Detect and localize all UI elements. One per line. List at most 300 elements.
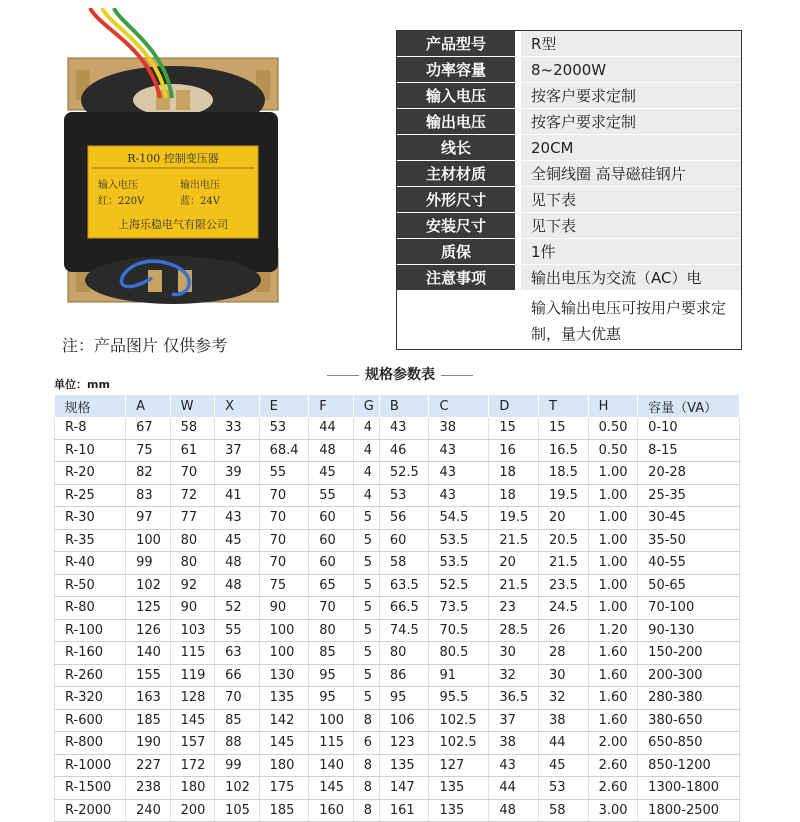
unit-label: 单位：mm bbox=[54, 378, 110, 391]
table-cell: 25-35 bbox=[638, 484, 740, 507]
table-cell: 53 bbox=[379, 484, 429, 507]
table-cell: 52 bbox=[215, 597, 259, 620]
nameplate-input-label: 输入电压 bbox=[98, 180, 138, 191]
table-cell: R-160 bbox=[55, 642, 126, 665]
table-cell: 92 bbox=[170, 574, 214, 597]
table-cell: 91 bbox=[429, 664, 489, 687]
table-cell: 8-15 bbox=[638, 439, 740, 462]
table-row bbox=[55, 574, 740, 597]
spec-key: 产品型号 bbox=[397, 31, 515, 56]
table-cell: 86 bbox=[379, 664, 429, 687]
table-cell: 5 bbox=[353, 529, 379, 552]
table-cell: 128 bbox=[170, 687, 214, 710]
table-cell: 23 bbox=[489, 597, 539, 620]
table-cell: 43 bbox=[429, 439, 489, 462]
table-row bbox=[55, 552, 740, 575]
table-cell: 150-200 bbox=[638, 642, 740, 665]
table-cell: 8 bbox=[353, 777, 379, 800]
table-cell: 102.5 bbox=[429, 709, 489, 732]
table-cell: 95 bbox=[379, 687, 429, 710]
table-cell: 44 bbox=[538, 732, 588, 755]
table-cell: 15 bbox=[538, 417, 588, 439]
table-cell: 163 bbox=[126, 687, 170, 710]
table-cell: 175 bbox=[259, 777, 309, 800]
table-cell: 1800-2500 bbox=[638, 799, 740, 822]
table-cell: 4 bbox=[353, 439, 379, 462]
column-header: W bbox=[170, 395, 214, 417]
table-cell: 140 bbox=[126, 642, 170, 665]
table-cell: 850-1200 bbox=[638, 754, 740, 777]
table-cell: 5 bbox=[353, 687, 379, 710]
spec-row bbox=[397, 265, 741, 290]
spec-row bbox=[397, 109, 741, 134]
spec-value: 输出电压为交流（AC）电 bbox=[521, 265, 741, 290]
table-cell: 70 bbox=[259, 507, 309, 530]
table-cell: 67 bbox=[126, 417, 170, 439]
table-cell: 43 bbox=[429, 484, 489, 507]
table-cell: 80 bbox=[309, 619, 353, 642]
table-cell: 70 bbox=[259, 552, 309, 575]
table-cell: 41 bbox=[215, 484, 259, 507]
table-cell: 70 bbox=[309, 597, 353, 620]
table-cell: 32 bbox=[538, 687, 588, 710]
table-cell: R-10 bbox=[55, 439, 126, 462]
table-cell: 95.5 bbox=[429, 687, 489, 710]
column-header: A bbox=[126, 395, 170, 417]
table-cell: 161 bbox=[379, 799, 429, 822]
spec-key: 质保 bbox=[397, 239, 515, 264]
table-cell: 180 bbox=[170, 777, 214, 800]
table-cell: 8 bbox=[353, 709, 379, 732]
table-cell: 145 bbox=[170, 709, 214, 732]
table-row bbox=[55, 529, 740, 552]
table-cell: 2.00 bbox=[588, 732, 638, 755]
table-cell: 1.00 bbox=[588, 462, 638, 485]
table-cell: 63 bbox=[215, 642, 259, 665]
table-cell: 21.5 bbox=[538, 552, 588, 575]
table-cell: R-320 bbox=[55, 687, 126, 710]
heading-rule-right bbox=[441, 375, 473, 376]
table-cell: R-80 bbox=[55, 597, 126, 620]
table-cell: 23.5 bbox=[538, 574, 588, 597]
table-cell: 54.5 bbox=[429, 507, 489, 530]
table-cell: 55 bbox=[259, 462, 309, 485]
table-cell: 18 bbox=[489, 484, 539, 507]
table-cell: 1.00 bbox=[588, 529, 638, 552]
table-cell: 2.60 bbox=[588, 777, 638, 800]
spec-row bbox=[397, 213, 741, 238]
column-header: H bbox=[588, 395, 638, 417]
table-cell: 80.5 bbox=[429, 642, 489, 665]
table-cell: 100 bbox=[309, 709, 353, 732]
table-cell: R-260 bbox=[55, 664, 126, 687]
table-cell: R-2000 bbox=[55, 799, 126, 822]
table-cell: 30 bbox=[489, 642, 539, 665]
table-cell: 82 bbox=[126, 462, 170, 485]
table-cell: 125 bbox=[126, 597, 170, 620]
table-cell: 60 bbox=[309, 529, 353, 552]
table-cell: 48 bbox=[215, 552, 259, 575]
table-cell: 106 bbox=[379, 709, 429, 732]
table-cell: 95 bbox=[309, 687, 353, 710]
table-cell: 66.5 bbox=[379, 597, 429, 620]
table-cell: 127 bbox=[429, 754, 489, 777]
table-cell: 88 bbox=[215, 732, 259, 755]
table-cell: 39 bbox=[215, 462, 259, 485]
table-cell: 1.60 bbox=[588, 709, 638, 732]
spec-key: 注意事项 bbox=[397, 265, 515, 290]
table-cell: R-8 bbox=[55, 417, 126, 439]
nameplate-output-label: 输出电压 bbox=[180, 180, 220, 191]
table-cell: 32 bbox=[489, 664, 539, 687]
spec-row bbox=[397, 161, 741, 186]
table-cell: 48 bbox=[215, 574, 259, 597]
table-cell: 70 bbox=[259, 529, 309, 552]
table-cell: 45 bbox=[309, 462, 353, 485]
table-cell: 16 bbox=[489, 439, 539, 462]
table-cell: 97 bbox=[126, 507, 170, 530]
table-cell: 20 bbox=[489, 552, 539, 575]
table-cell: 200 bbox=[170, 799, 214, 822]
bottom-coil bbox=[85, 256, 261, 304]
table-cell: 30-45 bbox=[638, 507, 740, 530]
table-cell: 20 bbox=[538, 507, 588, 530]
table-cell: 58 bbox=[170, 417, 214, 439]
spec-value: 20CM bbox=[521, 135, 741, 160]
table-cell: 5 bbox=[353, 574, 379, 597]
table-cell: 200-300 bbox=[638, 664, 740, 687]
table-cell: 83 bbox=[126, 484, 170, 507]
column-header: D bbox=[489, 395, 539, 417]
spec-value: 全铜线圈 高导磁硅钢片 bbox=[521, 161, 741, 186]
table-cell: 20.5 bbox=[538, 529, 588, 552]
table-cell: R-35 bbox=[55, 529, 126, 552]
column-header: E bbox=[259, 395, 309, 417]
table-cell: 160 bbox=[309, 799, 353, 822]
table-cell: 77 bbox=[170, 507, 214, 530]
table-cell: 5 bbox=[353, 642, 379, 665]
table-cell: R-25 bbox=[55, 484, 126, 507]
table-cell: 145 bbox=[259, 732, 309, 755]
table-cell: 4 bbox=[353, 484, 379, 507]
table-cell: R-40 bbox=[55, 552, 126, 575]
table-row bbox=[55, 484, 740, 507]
table-cell: 52.5 bbox=[429, 574, 489, 597]
table-cell: 102 bbox=[215, 777, 259, 800]
table-cell: 28 bbox=[538, 642, 588, 665]
table-cell: 44 bbox=[489, 777, 539, 800]
spec-value: 8~2000W bbox=[521, 57, 741, 82]
table-cell: 61 bbox=[170, 439, 214, 462]
table-cell: 135 bbox=[379, 754, 429, 777]
table-cell: 73.5 bbox=[429, 597, 489, 620]
table-cell: 100 bbox=[259, 619, 309, 642]
table-cell: R-50 bbox=[55, 574, 126, 597]
table-cell: 102 bbox=[126, 574, 170, 597]
table-cell: R-30 bbox=[55, 507, 126, 530]
table-cell: 40-55 bbox=[638, 552, 740, 575]
table-cell: 19.5 bbox=[538, 484, 588, 507]
table-cell: 60 bbox=[309, 552, 353, 575]
table-cell: 190 bbox=[126, 732, 170, 755]
table-cell: 99 bbox=[126, 552, 170, 575]
table-cell: 1.00 bbox=[588, 484, 638, 507]
spec-value: 按客户要求定制 bbox=[521, 109, 741, 134]
photo-disclaimer: 注：产品图片 仅供参考 bbox=[62, 336, 228, 355]
top-coil-core bbox=[133, 84, 213, 116]
table-cell: 140 bbox=[309, 754, 353, 777]
column-header: 规格 bbox=[55, 395, 126, 417]
spec-value: 1件 bbox=[521, 239, 741, 264]
table-cell: 52.5 bbox=[379, 462, 429, 485]
table-cell: 45 bbox=[538, 754, 588, 777]
table-header-row bbox=[55, 395, 740, 417]
table-cell: 2.60 bbox=[588, 754, 638, 777]
table-cell: 19.5 bbox=[489, 507, 539, 530]
nameplate-title: R-100 控制变压器 bbox=[127, 152, 219, 165]
table-row bbox=[55, 799, 740, 822]
table-row bbox=[55, 417, 740, 439]
table-cell: 28.5 bbox=[489, 619, 539, 642]
spec-note: 输入输出电压可按用户要求定制，量大优惠 bbox=[531, 299, 727, 343]
table-cell: 0.50 bbox=[588, 439, 638, 462]
table-cell: 15 bbox=[489, 417, 539, 439]
table-cell: 68.4 bbox=[259, 439, 309, 462]
table-cell: 1300-1800 bbox=[638, 777, 740, 800]
table-cell: 5 bbox=[353, 552, 379, 575]
table-cell: 18.5 bbox=[538, 462, 588, 485]
column-header: T bbox=[538, 395, 588, 417]
table-cell: 38 bbox=[429, 417, 489, 439]
spec-key: 功率容量 bbox=[397, 57, 515, 82]
transformer-photo bbox=[60, 8, 290, 318]
table-cell: 1.00 bbox=[588, 574, 638, 597]
table-cell: 123 bbox=[379, 732, 429, 755]
spec-key: 输入电压 bbox=[397, 83, 515, 108]
table-cell: R-800 bbox=[55, 732, 126, 755]
table-cell: 58 bbox=[379, 552, 429, 575]
table-cell: 53 bbox=[538, 777, 588, 800]
table-cell: 26 bbox=[538, 619, 588, 642]
table-cell: 70 bbox=[170, 462, 214, 485]
table-cell: 185 bbox=[259, 799, 309, 822]
spec-row bbox=[397, 135, 741, 160]
table-cell: 99 bbox=[215, 754, 259, 777]
table-cell: 1.00 bbox=[588, 552, 638, 575]
table-cell: R-600 bbox=[55, 709, 126, 732]
table-cell: 100 bbox=[259, 642, 309, 665]
spec-table bbox=[396, 30, 742, 350]
table-cell: 85 bbox=[309, 642, 353, 665]
table-cell: 66 bbox=[215, 664, 259, 687]
table-cell: 90 bbox=[170, 597, 214, 620]
table-cell: 85 bbox=[215, 709, 259, 732]
table-cell: 33 bbox=[215, 417, 259, 439]
column-header: C bbox=[429, 395, 489, 417]
table-cell: 1.20 bbox=[588, 619, 638, 642]
table-cell: 126 bbox=[126, 619, 170, 642]
table-cell: 53 bbox=[259, 417, 309, 439]
spec-key: 输出电压 bbox=[397, 109, 515, 134]
column-header: B bbox=[379, 395, 429, 417]
table-cell: 38 bbox=[489, 732, 539, 755]
table-cell: 55 bbox=[309, 484, 353, 507]
table-cell: 35-50 bbox=[638, 529, 740, 552]
table-cell: 380-650 bbox=[638, 709, 740, 732]
table-cell: R-20 bbox=[55, 462, 126, 485]
table-cell: 3.00 bbox=[588, 799, 638, 822]
table-row bbox=[55, 597, 740, 620]
dimension-table-heading bbox=[0, 364, 800, 384]
table-title: 规格参数表 bbox=[365, 367, 435, 383]
heading-rule-left bbox=[327, 375, 359, 376]
table-row bbox=[55, 642, 740, 665]
table-cell: 70 bbox=[259, 484, 309, 507]
table-cell: 75 bbox=[126, 439, 170, 462]
table-cell: 4 bbox=[353, 462, 379, 485]
table-cell: 43 bbox=[215, 507, 259, 530]
table-cell: 48 bbox=[309, 439, 353, 462]
table-cell: 37 bbox=[215, 439, 259, 462]
spec-row bbox=[397, 187, 741, 212]
spec-value: 见下表 bbox=[521, 213, 741, 238]
table-cell: 8 bbox=[353, 754, 379, 777]
table-cell: 24.5 bbox=[538, 597, 588, 620]
spec-key: 外形尺寸 bbox=[397, 187, 515, 212]
table-cell: 147 bbox=[379, 777, 429, 800]
nameplate-output-value: 蓝：24V bbox=[180, 196, 220, 207]
table-cell: 227 bbox=[126, 754, 170, 777]
table-cell: 105 bbox=[215, 799, 259, 822]
table-cell: 36.5 bbox=[489, 687, 539, 710]
table-cell: 1.00 bbox=[588, 507, 638, 530]
table-cell: 145 bbox=[309, 777, 353, 800]
table-cell: 75 bbox=[259, 574, 309, 597]
table-row bbox=[55, 777, 740, 800]
table-cell: 60 bbox=[309, 507, 353, 530]
table-cell: 74.5 bbox=[379, 619, 429, 642]
table-row bbox=[55, 754, 740, 777]
table-cell: 8 bbox=[353, 799, 379, 822]
table-cell: 70 bbox=[215, 687, 259, 710]
spec-key: 线长 bbox=[397, 135, 515, 160]
table-cell: 53.5 bbox=[429, 552, 489, 575]
table-cell: 46 bbox=[379, 439, 429, 462]
table-cell: 50-65 bbox=[638, 574, 740, 597]
table-cell: 80 bbox=[170, 552, 214, 575]
table-cell: 43 bbox=[489, 754, 539, 777]
table-cell: 172 bbox=[170, 754, 214, 777]
table-cell: 53.5 bbox=[429, 529, 489, 552]
table-cell: 65 bbox=[309, 574, 353, 597]
table-cell: R-1000 bbox=[55, 754, 126, 777]
table-row bbox=[55, 462, 740, 485]
table-row bbox=[55, 709, 740, 732]
table-cell: 58 bbox=[538, 799, 588, 822]
spec-key: 安装尺寸 bbox=[397, 213, 515, 238]
table-cell: 18 bbox=[489, 462, 539, 485]
spec-row bbox=[397, 239, 741, 264]
table-cell: 1.00 bbox=[588, 597, 638, 620]
spec-row bbox=[397, 83, 741, 108]
table-cell: 650-850 bbox=[638, 732, 740, 755]
column-header: 容量（VA） bbox=[638, 395, 740, 417]
table-cell: 16.5 bbox=[538, 439, 588, 462]
nameplate-input-value: 红：220V bbox=[98, 196, 145, 207]
table-cell: R-100 bbox=[55, 619, 126, 642]
table-row bbox=[55, 664, 740, 687]
table-cell: 1.60 bbox=[588, 687, 638, 710]
table-cell: 95 bbox=[309, 664, 353, 687]
table-row bbox=[55, 619, 740, 642]
table-cell: 44 bbox=[309, 417, 353, 439]
table-cell: 20-28 bbox=[638, 462, 740, 485]
table-cell: 1.60 bbox=[588, 664, 638, 687]
table-cell: 4 bbox=[353, 417, 379, 439]
table-row bbox=[55, 439, 740, 462]
table-cell: 43 bbox=[379, 417, 429, 439]
table-cell: 185 bbox=[126, 709, 170, 732]
table-cell: 135 bbox=[429, 777, 489, 800]
column-header: X bbox=[215, 395, 259, 417]
nameplate-maker: 上海乐稳电气有限公司 bbox=[118, 218, 228, 231]
table-cell: 119 bbox=[170, 664, 214, 687]
table-cell: 80 bbox=[170, 529, 214, 552]
table-cell: 238 bbox=[126, 777, 170, 800]
table-cell: 100 bbox=[126, 529, 170, 552]
table-cell: 21.5 bbox=[489, 529, 539, 552]
table-cell: 70.5 bbox=[429, 619, 489, 642]
table-cell: 60 bbox=[379, 529, 429, 552]
table-cell: 6 bbox=[353, 732, 379, 755]
table-cell: 102.5 bbox=[429, 732, 489, 755]
table-cell: 103 bbox=[170, 619, 214, 642]
table-cell: 70-100 bbox=[638, 597, 740, 620]
table-cell: 55 bbox=[215, 619, 259, 642]
table-row bbox=[55, 732, 740, 755]
table-cell: 90-130 bbox=[638, 619, 740, 642]
table-cell: 72 bbox=[170, 484, 214, 507]
table-cell: 5 bbox=[353, 597, 379, 620]
table-cell: R-1500 bbox=[55, 777, 126, 800]
column-header: F bbox=[309, 395, 353, 417]
spec-value: R型 bbox=[521, 31, 741, 56]
spec-key: 主材材质 bbox=[397, 161, 515, 186]
spec-value: 见下表 bbox=[521, 187, 741, 212]
table-cell: 5 bbox=[353, 507, 379, 530]
table-cell: 63.5 bbox=[379, 574, 429, 597]
column-header: G bbox=[353, 395, 379, 417]
table-cell: 38 bbox=[538, 709, 588, 732]
table-cell: 130 bbox=[259, 664, 309, 687]
spec-row bbox=[397, 31, 741, 56]
table-cell: 90 bbox=[259, 597, 309, 620]
table-cell: 48 bbox=[489, 799, 539, 822]
spec-value: 按客户要求定制 bbox=[521, 83, 741, 108]
table-row bbox=[55, 687, 740, 710]
table-cell: 45 bbox=[215, 529, 259, 552]
table-cell: 157 bbox=[170, 732, 214, 755]
table-cell: 240 bbox=[126, 799, 170, 822]
table-cell: 155 bbox=[126, 664, 170, 687]
table-cell: 30 bbox=[538, 664, 588, 687]
table-cell: 5 bbox=[353, 619, 379, 642]
table-cell: 5 bbox=[353, 664, 379, 687]
table-cell: 115 bbox=[170, 642, 214, 665]
table-cell: 142 bbox=[259, 709, 309, 732]
dimension-table bbox=[54, 395, 740, 822]
table-cell: 180 bbox=[259, 754, 309, 777]
